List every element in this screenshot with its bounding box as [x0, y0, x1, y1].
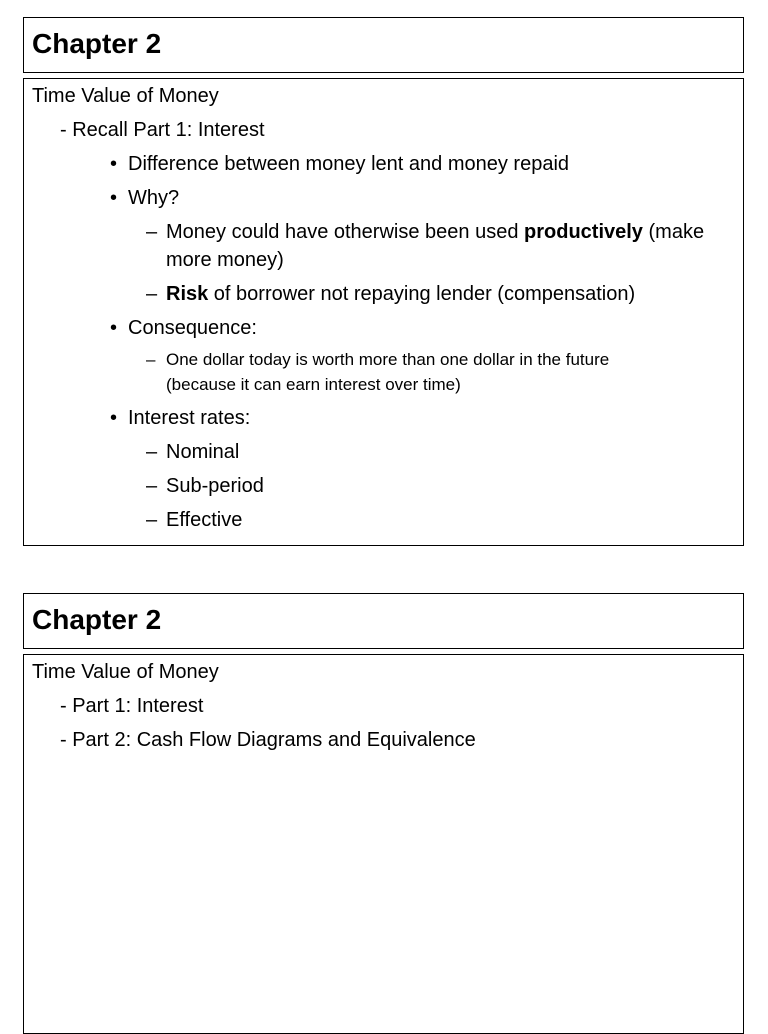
why-risk	[146, 281, 635, 307]
bullet-icon: •	[110, 317, 118, 339]
slide-1-title-box	[23, 17, 744, 73]
bullet-icon: •	[110, 187, 118, 209]
bullet-consequence	[110, 315, 257, 341]
why-productive-bold: productively	[524, 221, 643, 243]
dash-icon: –	[146, 441, 158, 463]
slide-2-content-box	[23, 654, 744, 1034]
slide-1-content-box	[23, 78, 744, 546]
dash-icon: –	[146, 283, 158, 305]
consequence-dollar-continued: (because it can earn interest over time)	[166, 375, 461, 394]
bullet-consequence-text: Consequence:	[128, 317, 257, 339]
rate-effective-text: Effective	[166, 509, 243, 531]
consequence-dollar-text: One dollar today is worth more than one dollar in the future	[166, 350, 610, 369]
why-productive-pre: Money could have otherwise been used	[166, 221, 525, 243]
why-risk-text: of borrower not repaying lender (compensation)	[208, 283, 636, 305]
slide-1-title: Chapter 2	[32, 28, 162, 59]
bullet-difference	[110, 151, 569, 177]
why-productive-post: (make	[642, 221, 705, 243]
dash-icon: –	[146, 221, 158, 243]
bullet-difference-text: Difference between money lent and money repaid	[128, 153, 570, 175]
bullet-icon: •	[110, 153, 118, 175]
bullet-interest-rates-text: Interest rates:	[128, 407, 251, 429]
bullet-why	[110, 185, 179, 211]
rate-sub-period	[146, 473, 264, 499]
dash-icon: –	[146, 350, 156, 369]
why-productive-continued: more money)	[166, 249, 284, 271]
why-risk-bold: Risk	[166, 283, 209, 305]
rate-effective	[146, 507, 242, 533]
rate-nominal-text: Nominal	[166, 441, 240, 463]
slide-2-title-box	[23, 593, 744, 649]
rate-sub-period-text: Sub-period	[166, 475, 264, 497]
slide-1-heading: Time Value of Money	[32, 85, 219, 107]
bullet-interest-rates	[110, 405, 250, 431]
slide-2-heading: Time Value of Money	[32, 661, 219, 683]
why-productive	[146, 219, 704, 245]
slide-2-item-part-1: - Part 1: Interest	[60, 695, 204, 717]
consequence-dollar	[146, 348, 609, 372]
rate-nominal	[146, 439, 239, 465]
slide-1-subheading: - Recall Part 1: Interest	[60, 119, 265, 141]
bullet-why-text: Why?	[128, 187, 180, 209]
bullet-icon: •	[110, 407, 118, 429]
dash-icon: –	[146, 475, 158, 497]
slide-2-title: Chapter 2	[32, 604, 162, 635]
slide-2-item-part-2: - Part 2: Cash Flow Diagrams and Equivalence	[60, 729, 476, 751]
dash-icon: –	[146, 509, 158, 531]
